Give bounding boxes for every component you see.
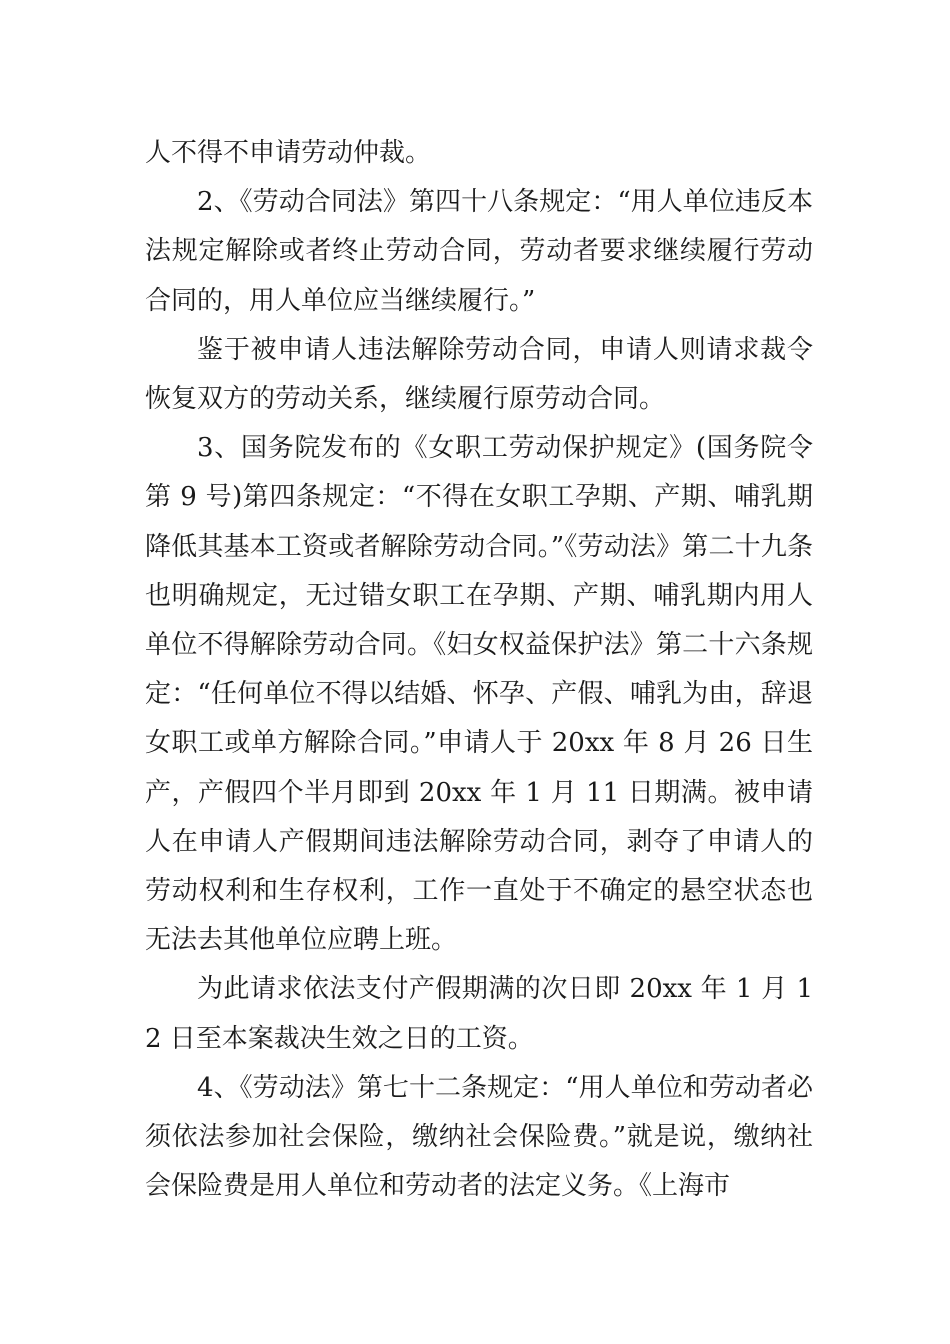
- paragraph-continuation: 人不得不申请劳动仲裁。: [145, 138, 432, 168]
- paragraph-article-3: 3、国务院发布的《女职工劳动保护规定》(国务院令第 9 号)第四条规定：“不得在女职工孕期、产期、哺乳期降低其基本工资或者解除劳动合同。”《劳动法》第二十九条也明确规定，无过错女职工在孕期、产期、哺乳期内用人单位不得解除劳动合同。《妇女权益保护法》第二十六条规定：“任何单位不得以结婚、怀孕、产假、哺乳为由，辞退女职工或单方解除合同。”申请人于 20xx 年 8 月 26 日生产，产假四个半月即到 20xx 年 1 月 11 日期满。被申请人在申请人产假期间违法解除劳动合同，剥夺了申请人的劳动权利和生存权利，工作一直处于不确定的悬空状态也无法去其他单位应聘上班。: [145, 433, 813, 956]
- document-body: [145, 129, 813, 1211]
- paragraph-request-restore: 鉴于被申请人违法解除劳动合同，申请人则请求裁令恢复双方的劳动关系，继续履行原劳动合同。: [145, 334, 813, 415]
- paragraph-request-wages: 为此请求依法支付产假期满的次日即 20xx 年 1 月 12 日至本案裁决生效之日的工资。: [145, 974, 813, 1054]
- paragraph-article-4: 4、《劳动法》第七十二条规定：“用人单位和劳动者必须依法参加社会保险，缴纳社会保险费。”就是说，缴纳社会保险费是用人单位和劳动者的法定义务。《上海市: [145, 1072, 813, 1202]
- paragraph-article-2: 2、《劳动合同法》第四十八条规定：“用人单位违反本法规定解除或者终止劳动合同，劳动者要求继续履行劳动合同的，用人单位应当继续履行。”: [145, 187, 813, 316]
